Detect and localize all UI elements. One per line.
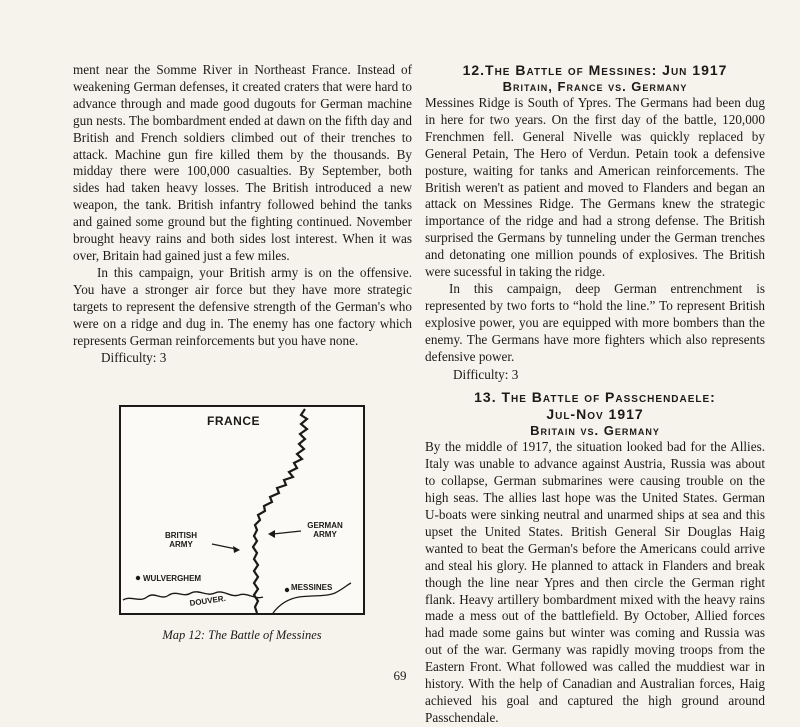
section-12-subtitle: Britain, France vs. Germany (502, 79, 688, 94)
german-arrow-head (268, 530, 275, 538)
left-paragraph-2: In this campaign, your British army is on the offensive. You have a stronger air force but they have more strategic targets to represent the defensive strength of the German's who were on a ridge and dug in. The enemy has one factory which represents German reinforcements but you have none. (73, 264, 412, 348)
map-label-german-army: GERMAN ARMY (307, 521, 343, 539)
map-battle-of-messines (119, 405, 365, 615)
right-column (425, 62, 765, 727)
map-label-wulverghem: WULVERGHEM (143, 574, 202, 583)
map-label-messines: MESSINES (291, 583, 333, 592)
british-army-arrow (212, 544, 236, 549)
wulverghem-marker (136, 576, 140, 580)
section-12-paragraph-2: In this campaign, deep German entrenchment is represented by two forts to “hold the line.” To represent British explosive power, you are equipped with more bombers than the enemy. The Germans have more fighters which also represents defensive power. (425, 280, 765, 364)
british-arrow-head (233, 546, 240, 553)
section-13-title-line-1: 13. The Battle of Passchendaele: (474, 389, 716, 406)
section-12-title: 12.The Battle of Messines: Jun 1917 (462, 62, 728, 78)
left-column (73, 62, 412, 367)
section-13-subtitle: Britain vs. Germany (530, 423, 660, 439)
left-difficulty: Difficulty: 3 (101, 350, 167, 366)
section-12-difficulty: Difficulty: 3 (453, 366, 519, 382)
left-paragraph-1: ment near the Somme River in Northeast France. Instead of weakening German defenses, it created craters that were hard to advance through and made good dugouts for German machine gun nests. The bombardment ended at dawn on the fifth day and British and French soldiers climbed out of their trenches to attack. Machine gun fire killed them by the thousands. By midday there were 100,000 casualties. By September, both sides had taken heavy losses. The British introduced a new weapon, the tank. British infantry followed behind the tanks and gained some ground but the fighting continued. November brought heavy rains and both sides lost interest. When it was over, Britain had gained just a few miles. (73, 62, 412, 263)
map-label-france: FRANCE (207, 414, 260, 428)
map-label-douve-river: DOUVER. (189, 593, 227, 608)
map-label-british-army: BRITISH ARMY (165, 531, 197, 549)
section-13-title-line-2: Jul-Nov 1917 (546, 406, 644, 423)
map-caption: Map 12: The Battle of Messines (162, 628, 322, 642)
messines-marker (285, 588, 289, 592)
section-13-paragraph-1: By the middle of 1917, the situation looked bad for the Allies. Italy was unable to advance against Austria, Russia was about to collapse, German submarines were causing trouble on the high seas. The allies last hope was the United States. German U-boats were sinking neutral and unarmed ships at sea and this upset the United States. British General Sir Douglas Haig wanted to beat the German's before the Americans could arrive and steal his glory. He planned to attack in Flanders and break though the line near Ypres and then circle the German right flank. Heavy artillery bombardment mixed with the heavy rains made a mess out of the battlefield. By October, Allied forces had made some gains but winter was coming and Russia was out of the war. Germany was rapidly moving troops from the Eastern Front. What followed was called the muddiest war in history. With the help of Canadian and Australian forces, Haig achieved his goal and captured the high ground around Passchendale. (425, 439, 765, 725)
page-number: 69 (393, 668, 407, 683)
section-12-paragraph-1: Messines Ridge is South of Ypres. The Germans had been dug in here for two years. On the first day of the battle, 120,000 Frenchmen fell. General Nivelle was quickly replaced by General Petain, The Hero of Verdun. Petain took a defensive posture, waiting for tanks and American reinforcements. The British weren't as patient and moved to Flanders and began an attack on Messines Ridge. The Germans knew the strategic importance of the ridge and had a strong defense. The British surprised the Germans by tunneling under the German trenches and detonating one million pounds of explosives. The British were sucessful in taking the ridge. (425, 95, 765, 280)
german-army-arrow (273, 531, 301, 534)
